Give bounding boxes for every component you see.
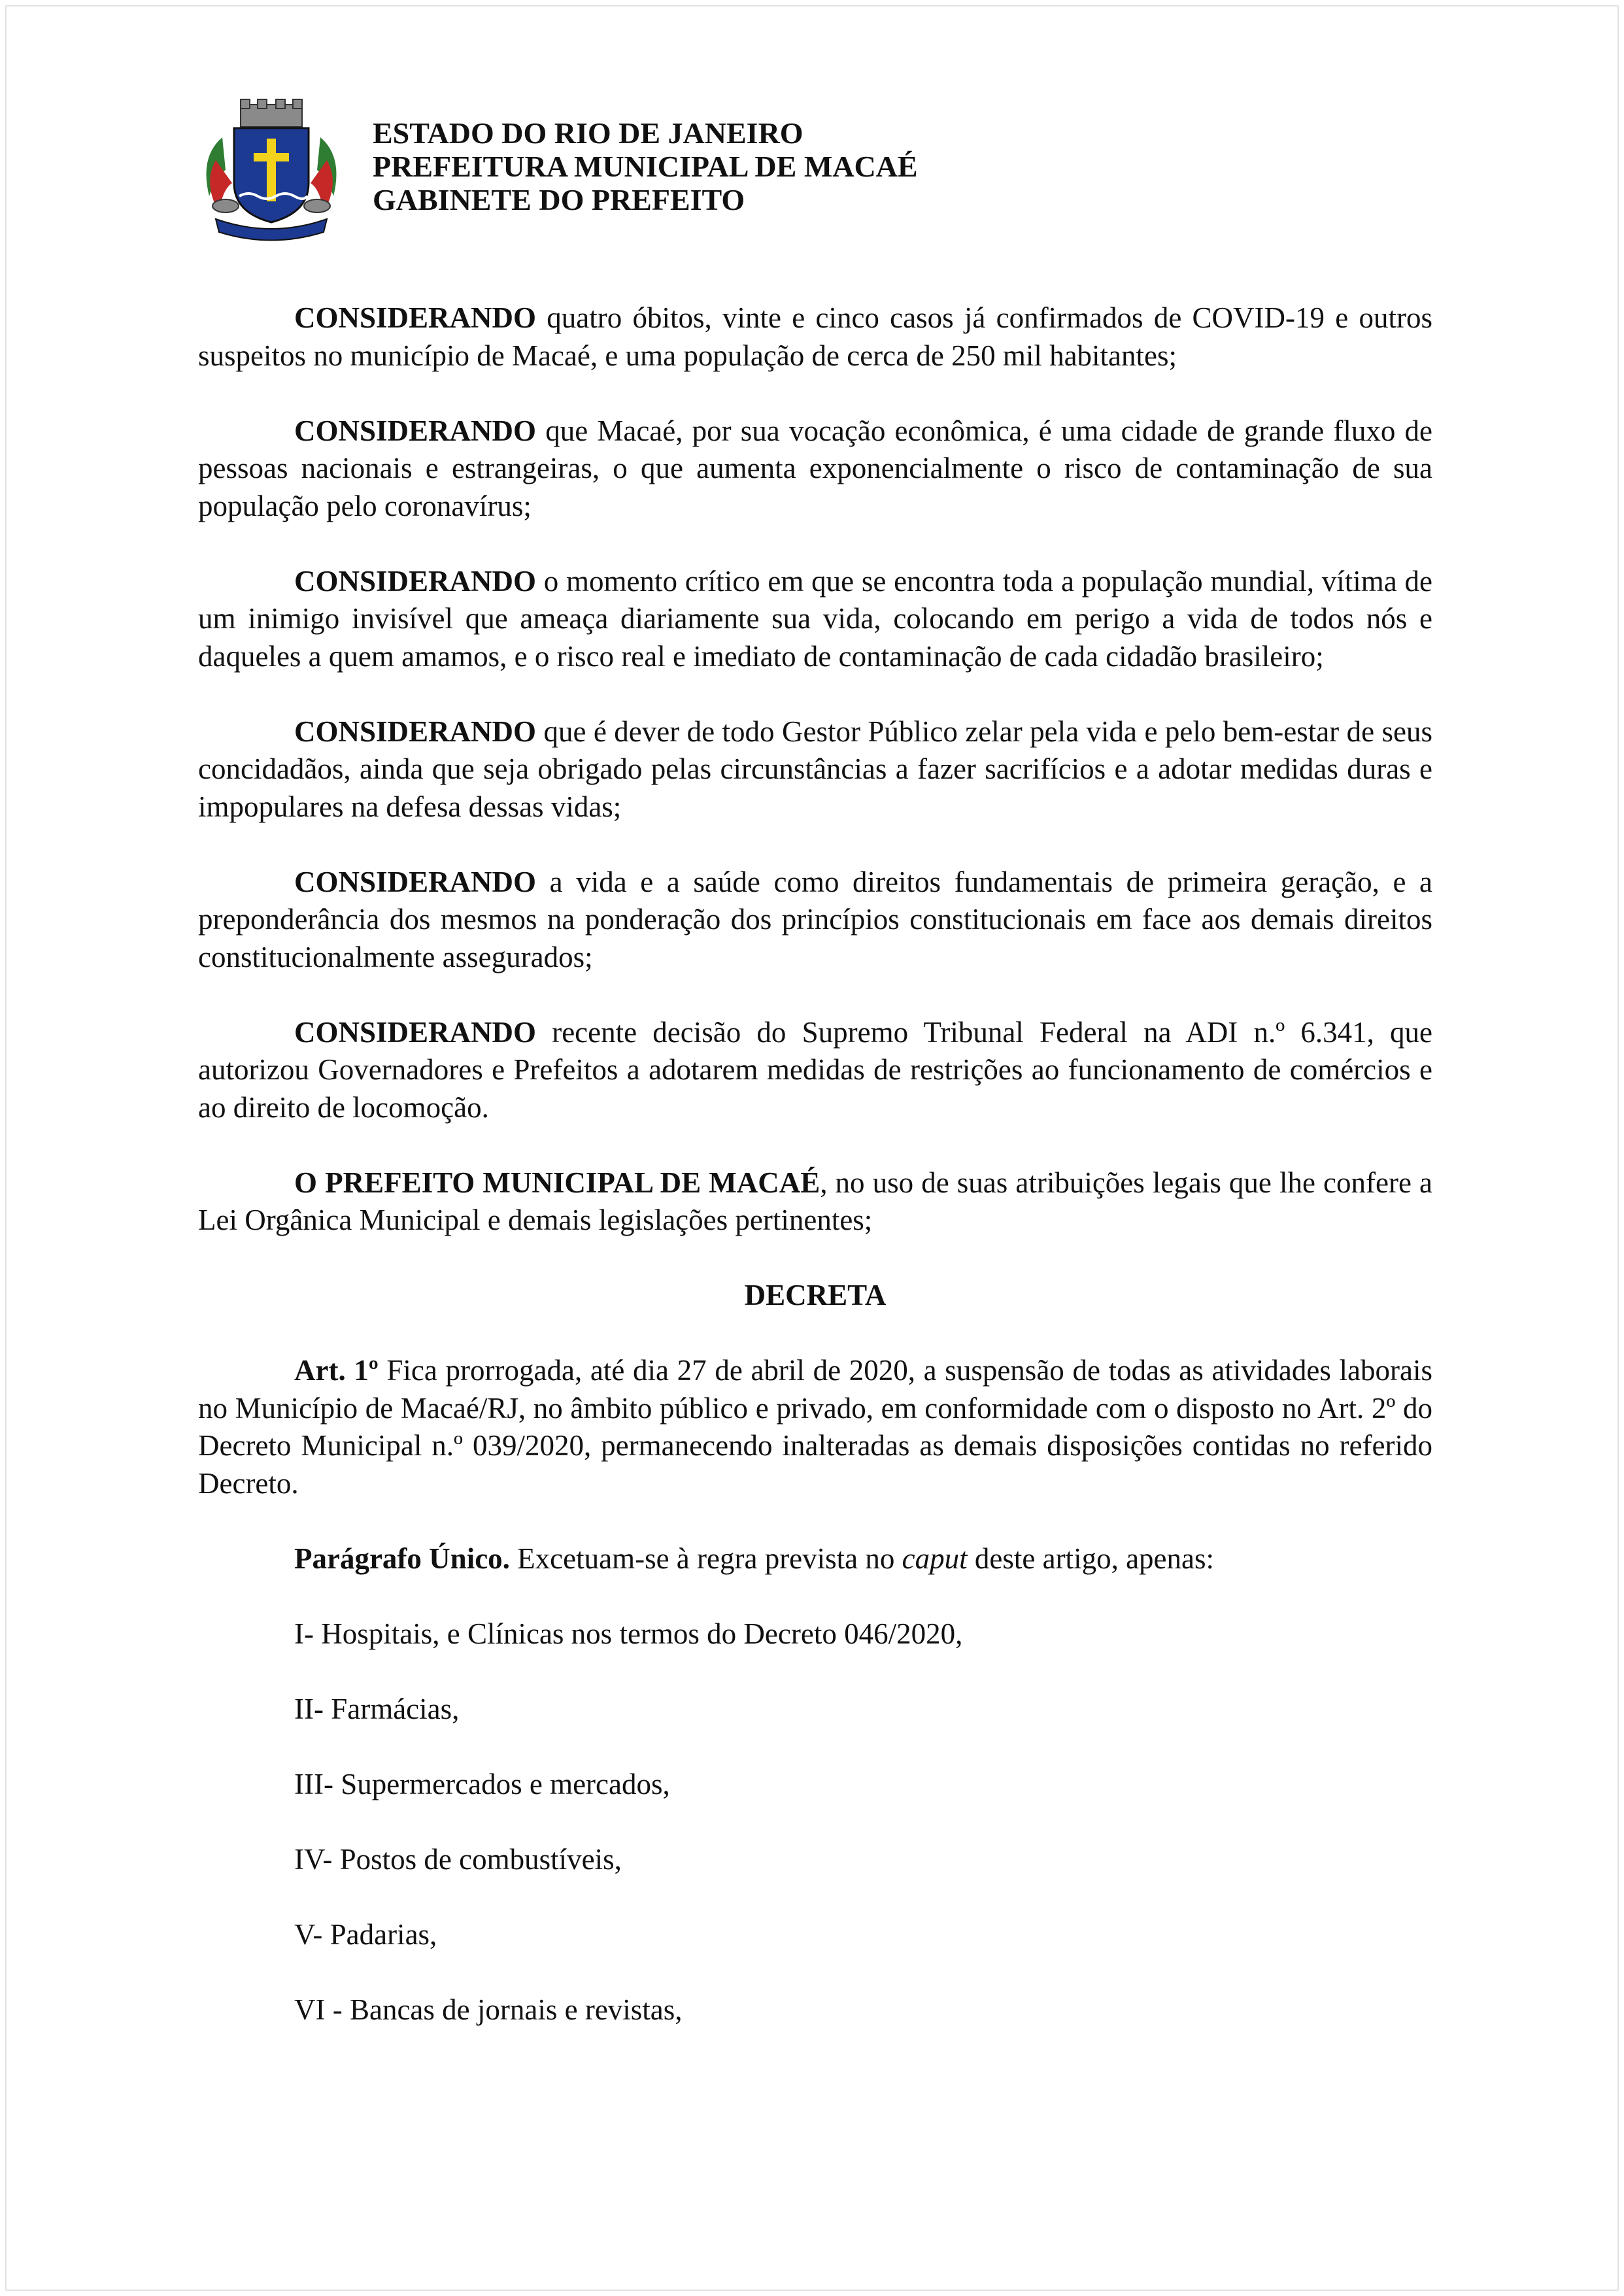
paragrafo-italic: caput xyxy=(902,1542,968,1575)
header-gabinete: GABINETE DO PREFEITO xyxy=(373,183,745,216)
prefeito-text: , no uso de suas atribuições legais que lhe confere a Lei Orgânica Municipal e demais legislações pertinentes; xyxy=(198,1166,1432,1236)
considerando-paragraph xyxy=(198,299,1432,375)
considerando-text: a vida e a saúde como direitos fundamentais de primeira geração, e a preponderância dos mesmos na ponderação dos princípios constitucionais em face aos demais direitos constitucionalmente assegurados; xyxy=(198,865,1432,973)
letterhead xyxy=(196,98,1438,242)
considerando-text: que Macaé, por sua vocação econômica, é uma cidade de grande fluxo de pessoas nacionais e estrangeiras, o que aumenta exponencialmente o risco de contaminação de sua população pelo coronavírus; xyxy=(198,414,1432,522)
considerando-paragraph xyxy=(198,713,1432,826)
header-state: ESTADO DO RIO DE JANEIRO xyxy=(373,116,804,150)
considerando-lead: CONSIDERANDO xyxy=(294,1015,537,1049)
letterhead-text xyxy=(373,116,918,216)
considerando-paragraph xyxy=(198,864,1432,977)
considerando-lead: CONSIDERANDO xyxy=(294,414,537,447)
exception-item: II- Farmácias, xyxy=(294,1692,460,1725)
paragrafo-unico xyxy=(198,1540,1432,1578)
exception-item: V- Padarias, xyxy=(294,1917,437,1951)
paragrafo-after: deste artigo, apenas: xyxy=(967,1542,1214,1575)
considerando-lead: CONSIDERANDO xyxy=(294,715,537,748)
article-1-lead: Art. 1º xyxy=(294,1354,379,1387)
prefeito-lead: O PREFEITO MUNICIPAL DE MACAÉ xyxy=(294,1166,820,1199)
coat-of-arms-icon xyxy=(196,98,347,242)
exception-item: III- Supermercados e mercados, xyxy=(294,1767,670,1800)
article-1-text: Fica prorrogada, até dia 27 de abril de 2020, a suspensão de todas as atividades laborais no Município de Macaé/RJ, no âmbito público e privado, em conformidade com o disposto no Art. 2º do Decreto Municipal n.º 039/2020, permanecendo inalteradas as demais disposições contidas no referido Decreto. xyxy=(198,1354,1432,1500)
decreta-heading: DECRETA xyxy=(744,1279,887,1311)
considerando-paragraph xyxy=(198,563,1432,676)
considerando-text: que é dever de todo Gestor Público zelar pela vida e pelo bem-estar de seus concidadãos, ainda que seja obrigado pelas circunstâncias a fazer sacrifícios e a adotar medidas duras e impopulares na defesa dessas vidas; xyxy=(198,715,1432,823)
exception-item: I- Hospitais, e Clínicas nos termos do Decreto 046/2020, xyxy=(294,1617,963,1650)
considerando-paragraph xyxy=(198,1014,1432,1127)
considerando-lead: CONSIDERANDO xyxy=(294,564,537,598)
prefeito-paragraph xyxy=(198,1164,1432,1240)
considerando-text: o momento crítico em que se encontra toda a população mundial, vítima de um inimigo invisível que ameaça diariamente sua vida, colocando em perigo a vida de todos nós e daqueles a quem amamos, e o risco real e imediato de contaminação de cada cidadão brasileiro; xyxy=(198,564,1432,673)
paragrafo-lead: Parágrafo Único. xyxy=(294,1542,510,1575)
considerando-text: quatro óbitos, vinte e cinco casos já confirmados de COVID-19 e outros suspeitos no município de Macaé, e uma população de cerca de 250 mil habitantes; xyxy=(198,301,1432,372)
considerando-text: recente decisão do Supremo Tribunal Federal na ADI n.º 6.341, que autorizou Governadores e Prefeitos a adotarem medidas de restrições ao funcionamento de comércios e ao direito de locomoção. xyxy=(198,1015,1432,1124)
exception-item: VI - Bancas de jornais e revistas, xyxy=(294,1993,683,2026)
article-1 xyxy=(198,1352,1432,1502)
considerando-paragraph xyxy=(198,413,1432,526)
header-prefeitura: PREFEITURA MUNICIPAL DE MACAÉ xyxy=(373,150,918,183)
paragrafo-before: Excetuam-se à regra prevista no xyxy=(509,1542,902,1575)
considerando-lead: CONSIDERANDO xyxy=(294,865,537,898)
decree-body xyxy=(198,299,1432,2029)
considerando-lead: CONSIDERANDO xyxy=(294,301,537,334)
exception-item: IV- Postos de combustíveis, xyxy=(294,1842,622,1876)
